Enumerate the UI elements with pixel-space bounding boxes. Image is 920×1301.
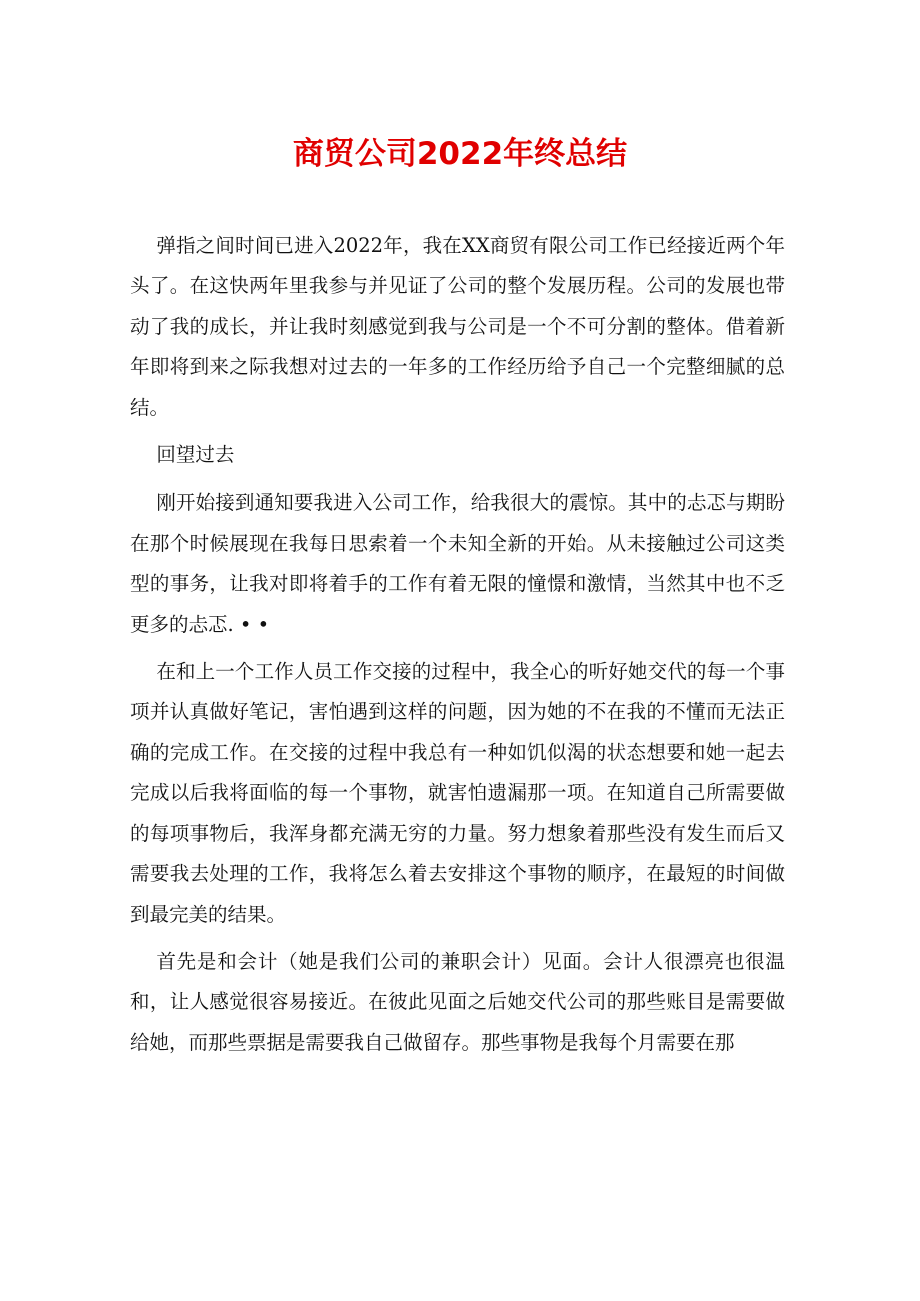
- paragraph-accountant: 首先是和会计（她是我们公司的兼职会计）见面。会计人很漂亮也很温和，让人感觉很容易接近。在彼此见面之后她交代公司的那些账目是需要做给她，而那些票据是需要我自己做留存。那些事物是我每个月需要在那: [130, 949, 785, 1054]
- paragraph-intro: 弹指之间时间已进入2022年，我在XX商贸有限公司工作已经接近两个年头了。在这快两年里我参与并见证了公司的整个发展历程。公司的发展也带动了我的成长，并让我时刻感觉到我与公司是一个不可分割的整体。借着新年即将到来之际我想对过去的一年多的工作经历给予自己一个完整细腻的总结。: [130, 234, 785, 419]
- section-heading-review: 回望过去: [156, 443, 235, 467]
- document-title: 商贸公司2022年终总结: [292, 136, 628, 172]
- paragraph-handover: 在和上一个工作人员工作交接的过程中，我全心的听好她交代的每一个事项并认真做好笔记，害怕遇到这样的问题，因为她的不在我的不懂而无法正确的完成工作。在交接的过程中我总有一种如饥似渴的状态想要和她一起去完成以后我将面临的每一个事物，就害怕遗漏那一项。在知道自己所需要做的每项事物后，我浑身都充满无穷的力量。努力想象着那些没有发生而后又需要我去处理的工作，我将怎么着去安排这个事物的顺序，在最短的时间做到最完美的结果。: [130, 660, 785, 926]
- paragraph-start: 刚开始接到通知要我进入公司工作，给我很大的震惊。其中的忐忑与期盼在那个时候展现在我每日思索着一个未知全新的开始。从未接触过公司这类型的事务，让我对即将着手的工作有着无限的憧憬和激情，当然其中也不乏更多的忐忑. • •: [130, 491, 785, 636]
- document-body: [130, 226, 785, 1070]
